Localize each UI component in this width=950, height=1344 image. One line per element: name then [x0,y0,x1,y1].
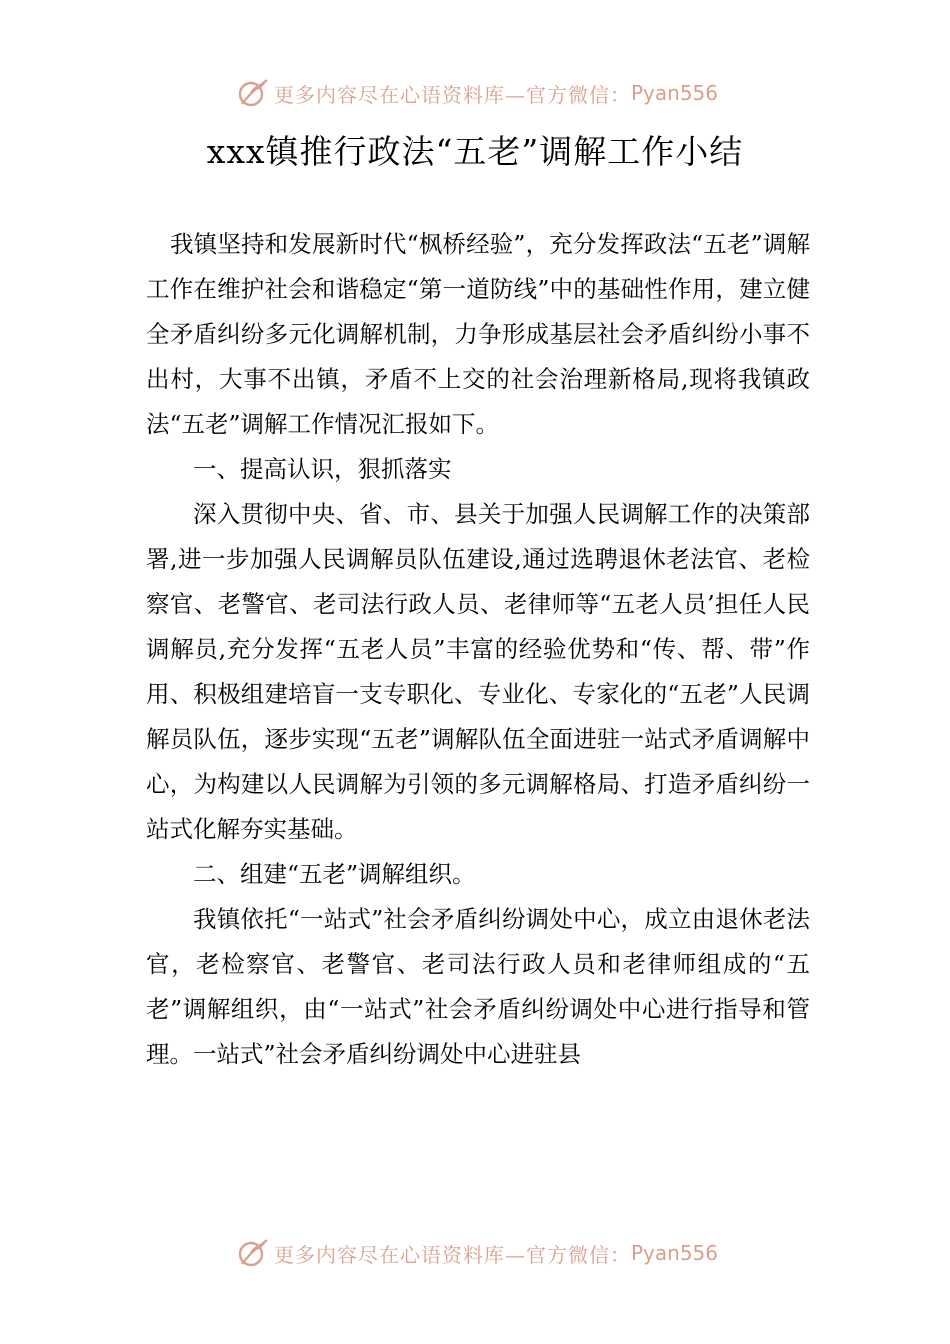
document-title: xxx镇推行政法“五老”调解工作小结 [206,132,744,171]
paragraph-section-1: 深入贯彻中央、省、市、县关于加强人民调解工作的决策部署,进一步加强人民调解员队伍建设,通过选聘退休老法官、老检察官、老警官、老司法行政人员、老律师等“五老人员’担任人民调解员,充分发挥“五老人员”丰富的经验优势和“传、帮、带”作用、积极组建培盲一支专职化、专业化、专家化的“五老”人民调解员队伍，逐步实现“五老”调解队伍全面进驻一站式矛盾调解中心，为构建以人民调解为引领的多元调解格局、打造矛盾纠纷一站式化解夯实基础。 [146,500,810,843]
watermark-text: 更多内容尽在心语资料库—官方微信： [274,1242,631,1267]
paragraph-intro: 我镇坚持和发展新时代“枫桥经验”，充分发挥政法“五老”调解工作在维护社会和谐稳定“第一道防线”中的基础性作用，建立健全矛盾纠纷多元化调解机制，力争形成基层社会矛盾纠纷小事不出村，大事不出镇，矛盾不上交的社会治理新格局,现将我镇政法“五老”调解工作情况汇报如下。 [146,230,810,438]
feather-logo-icon [236,76,270,110]
section-heading-1: 一、提高认识，狠抓落实 [193,455,452,483]
section-heading-2: 二、组建“五老”调解组织。 [193,860,476,888]
watermark-handle: Pyan556 [631,81,719,105]
watermark-text: 更多内容尽在心语资料库—官方微信： [274,82,631,107]
paragraph-section-2: 我镇依托“一站式”社会矛盾纠纷调处中心，成立由退休老法官，老检察官、老警官、老司法行政人员和老律师组成的“五老”调解组织，由“一站式”社会矛盾纠纷调处中心进行指导和管理。一站式”社会矛盾纠纷调处中心进驻县 [146,905,810,1068]
document-body [146,222,810,1077]
feather-logo-icon [236,1236,270,1270]
watermark-footer [236,1236,718,1270]
watermark-header [236,76,718,110]
watermark-handle: Pyan556 [631,1241,719,1265]
